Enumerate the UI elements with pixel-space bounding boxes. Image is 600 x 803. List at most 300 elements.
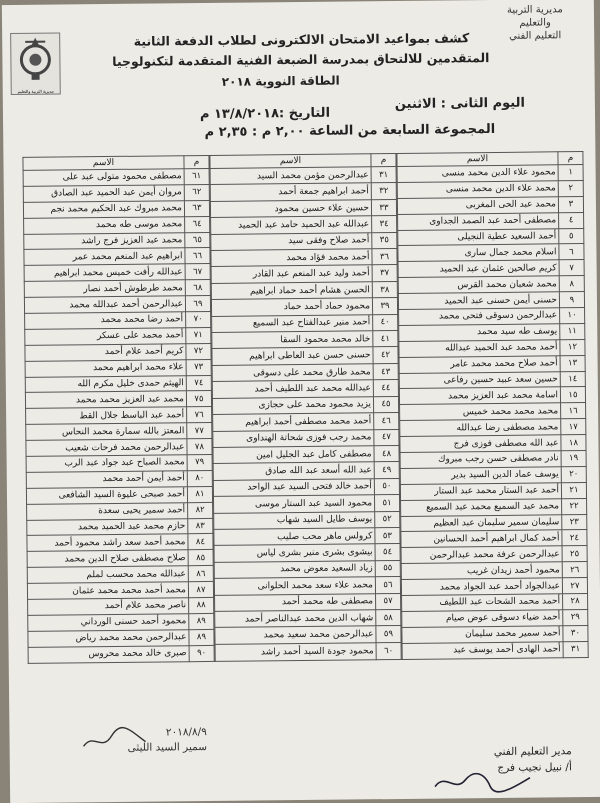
table-row [28,613,214,631]
student-name: محمد مبروك عبد الحكيم محمد نجم [23,201,184,219]
row-number: ٢٠ [561,466,586,482]
table-row [212,380,398,398]
column-header-name: الاسم [23,156,184,171]
table-row [399,339,585,357]
column-header-num: م [371,154,396,167]
row-number: ٩٠ [189,645,214,661]
row-number: ٧١ [186,327,211,343]
table-row [214,577,400,595]
table-row [25,311,211,329]
reviewer-signature [79,726,149,755]
row-number: ٣٠ [563,625,588,641]
table-row [25,391,211,409]
organization-header [490,3,580,43]
row-number: ٦٥ [185,232,210,248]
reviewer-sign-date: ٢٠١٨/٨/٩ [165,726,207,739]
table-row [401,562,587,580]
table-row [397,180,583,198]
row-number: ٢٧ [562,578,587,594]
table-row [401,530,587,548]
student-table-2 [209,153,401,662]
table-row [212,347,398,365]
student-name: محمد الصباح عبد جواد عبد الرب [26,455,187,473]
student-name: أحمد وليد عبد المنعم عبد القادر [211,265,372,283]
student-name: محمد مصطفى رضا عبدالله [400,419,561,437]
row-number: ١٤ [560,371,585,387]
row-number: ٤٩ [374,462,399,479]
row-number: ٨ [559,276,584,292]
student-name: حسين سعد عبيد حسين رفاعى [399,371,560,389]
row-number: ٦١ [184,168,209,184]
student-name: الهيثم حمدى خليل مكرم الله [25,375,186,393]
student-name: أحمد رضا محمد محمد [25,312,186,330]
table-row [401,546,587,564]
row-number: ٦٨ [185,280,210,296]
row-number: ٤٥ [373,396,398,413]
row-number: ٥ [559,228,584,244]
student-name: عبدالرحمن محمد سعيد محمد [215,626,376,644]
row-number: ٦٣ [184,200,209,216]
table-row [213,429,399,447]
table-row [27,582,213,600]
row-number: ٢٩ [563,609,588,625]
table-row [401,498,587,516]
row-number: ٤ [559,212,584,228]
table-row [213,413,399,431]
row-number: ٨٨ [189,597,214,613]
table-row [400,482,586,500]
student-name: أحمد عبد الستار محمد عبد الستار [400,483,561,501]
column-header-name: الاسم [210,154,371,169]
exam-day: اليوم الثانى : الاثنين [394,95,525,113]
student-name: حسين علاء حسين محمود [210,200,371,218]
student-name: صبرى خالد محمد محروس [28,645,189,663]
table-row [211,249,397,267]
row-number: ١١ [560,323,585,339]
table-row [398,244,584,262]
column-header-num: م [184,155,209,168]
student-name: عبدالله رأفت خميس محمد ابراهيم [24,264,185,282]
table-row [397,196,583,214]
table-row [400,435,586,453]
student-name: محمود أحمد حسنى الورداني [28,614,189,632]
org-line-2: التعليم الفني [509,30,562,42]
student-name: بيشوى بشرى منير بشرى لياس [214,544,375,562]
table-row [214,544,400,562]
row-number: ٨٤ [188,534,213,550]
student-name: عبدالرحمن محمد محمد رياض [28,630,189,648]
table-row [214,560,400,578]
row-number: ٨٠ [187,470,212,486]
table-row [211,281,397,299]
row-number: ٣٥ [372,232,397,249]
student-name: محمود حماد أحمد حماد [211,298,372,316]
student-name: أحمد خالد فتحى السيد عبد الواحد [213,478,374,496]
student-name: محمد عبد الحى المغربى [397,197,558,215]
table-row [399,355,585,373]
student-name: كرولس ماهر محب صليب [214,528,375,546]
student-name: أحمد صلاح وفقى سيد [211,232,372,250]
table-row [27,566,213,584]
student-name: الحسن هشام أحمد حماد ابراهيم [211,282,372,300]
student-name: شهاب الدين محمد عبدالناصر أحمد [215,610,376,628]
table-row [400,419,586,437]
student-name: أحمد الهادى أحمد يوسف عبد [402,641,563,659]
row-number: ٥٨ [376,609,401,626]
table-row [25,343,211,361]
student-name: محمد محمد محمد خميس [400,403,561,421]
student-name: أحمد سمير محمد سليمان [402,626,563,644]
row-number: ٨١ [187,486,212,502]
student-name: سليمان سمير سليمان عبد العظيم [401,514,562,532]
row-number: ٧٣ [186,359,211,375]
student-name: عبدالله عبد الحميد حامد عبد الحميد [211,216,372,234]
table-row [398,212,584,230]
table-row [399,371,585,389]
row-number: ٢٤ [562,530,587,546]
table-row [212,363,398,381]
ministry-logo [10,33,61,96]
table-row [28,645,214,663]
row-number: ٥٧ [376,593,401,610]
student-table-1 [396,151,588,660]
row-number: ٧٠ [186,311,211,327]
table-row [212,396,398,414]
row-number: ٦٧ [185,264,210,280]
row-number: ٣٣ [371,199,396,216]
column-header-num: م [558,152,583,165]
table-row [26,423,212,441]
row-number: ١٩ [561,451,586,467]
table-row [399,323,585,341]
student-name: أحمد صبحى عليوة السيد الشافعى [26,487,187,505]
table-row [27,550,213,568]
student-name: أحمد ابراهيم جمعة أحمد [210,183,371,201]
table-row [402,609,588,627]
row-number: ٨٩ [189,613,214,629]
table-row [402,594,588,612]
table-row [398,276,584,294]
student-name: حسنى أيمن حسنى عبد الحميد [398,292,559,310]
student-name: أحمد ضياء دسوقى عوض صيام [402,610,563,628]
row-number: ٤٦ [374,413,399,430]
row-number: ٤٠ [373,314,398,331]
table-row [212,331,398,349]
row-number: ١٨ [561,435,586,451]
table-row [25,327,211,345]
student-name: أحمد محمد على عسكر [25,328,186,346]
row-number: ٩ [559,292,584,308]
table-row [26,470,212,488]
student-name: محمد عبد السميع محمد عبد السميع [401,498,562,516]
student-name: مروان أيمن عبد الحميد عبد الصادق [23,185,184,203]
row-number: ٥٩ [376,626,401,643]
table-row [215,609,401,627]
row-number: ٤١ [373,331,398,348]
table-row [25,359,211,377]
row-number: ١٢ [560,339,585,355]
student-name: يوسف طه سيد محمد [399,324,560,342]
row-number: ٧ [559,260,584,276]
row-number: ٢٨ [563,594,588,610]
table-row [214,527,400,545]
student-name: أحمد محمد مصطفى أحمد ابراهيم [213,413,374,431]
student-name: مصطفى محمود متولى عبد على [23,169,184,187]
student-name: محمود السيد عبد الستار موسى [213,495,374,513]
row-number: ٣٩ [372,298,397,315]
student-name: المعتز بالله سمارة محمد النحاس [26,423,187,441]
student-name: خالد محمد محمود السقا [212,331,373,349]
row-number: ٧٦ [187,407,212,423]
student-name: محمد موسى طه محمد [24,216,185,234]
row-number: ٤٢ [373,347,398,364]
student-name: عبد الله مصطفى فوزى فرج [400,435,561,453]
student-name: محمود علاء الدين محمد منسى [397,165,558,183]
row-number: ٢٥ [562,546,587,562]
student-name: محمد طرطوش أحمد نصار [24,280,185,298]
student-name: محمد علاء سعد محمد الحلوانى [214,577,375,595]
column-header-name: الاسم [397,152,558,167]
table-row [213,478,399,496]
table-row [214,511,400,529]
student-name: أحمد محمد فؤاد محمد [211,249,372,267]
student-name: أحمد محمد عبد الحميد عبدالله [399,340,560,358]
student-name: محمد عبد العزيز محمد محمد [25,391,186,409]
table-body [23,168,214,663]
table-row [28,597,214,615]
row-number: ٢١ [561,482,586,498]
row-number: ٨٥ [188,550,213,566]
row-number: ٨٦ [188,566,213,582]
row-number: ٣٨ [372,281,397,298]
student-name: كريم أحمد علام أحمد [25,344,186,362]
row-number: ٦٦ [185,248,210,264]
row-number: ٦٢ [184,184,209,200]
table-row [27,534,213,552]
row-number: ٦٩ [185,296,210,312]
row-number: ١٦ [561,403,586,419]
table-row [211,298,397,316]
table-row [23,184,209,202]
table-row [398,260,584,278]
table-row [400,403,586,421]
row-number: ٢٢ [562,498,587,514]
row-number: ٧٥ [186,391,211,407]
student-name: عبدالرحمن عرفة محمد عبدالرحمن [401,546,562,564]
student-name: مصطفى طه محمد أحمد [215,593,376,611]
student-name: محمد رجب فوزى شحاتة الهنداوى [213,429,374,447]
student-name: أحمد سمير يحيى سعدة [27,502,188,520]
row-number: ٧٨ [187,439,212,455]
student-name: محمد طارق محمد على دسوقى [212,364,373,382]
table-row [24,264,210,282]
row-number: ٢٦ [562,562,587,578]
table-row [24,280,210,298]
student-name: نادر مصطفى حسن رجب مبروك [400,451,561,469]
row-number: ١٧ [561,419,586,435]
row-number: ٣٤ [372,216,397,233]
table-row [28,629,214,647]
table-row [26,439,212,457]
row-number: ٨٩ [189,629,214,645]
student-name: أحمد كمال ابراهيم أحمد الحسانين [401,530,562,548]
logo-gear-icon [11,34,60,83]
exam-group-time: المجموعة السابعة من الساعة ٢,٠٠ م : ٢,٣٥ م [204,121,496,141]
student-name: محمود أحمد زيدان غريب [401,562,562,580]
table-row [215,626,401,644]
row-number: ٥١ [374,495,399,512]
title-line-3: الطاقة النووية ٢٠١٨ [221,73,340,89]
table-row [23,200,209,218]
student-name: ناصر محمد علام أحمد [28,598,189,616]
student-name: عبد الله أسعد عبد الله صادق [213,462,374,480]
row-number: ٣٢ [371,183,396,200]
table-row [26,407,212,425]
table-row [211,232,397,250]
student-name: يوسف عماد الدين السيد بدير [400,467,561,485]
table-row [26,486,212,504]
table-row [27,518,213,536]
table-row [213,495,399,513]
row-number: ٢٣ [562,514,587,530]
table-row [215,642,401,661]
director-role: مدير التعليم الفني [493,745,572,759]
row-number: ٧٧ [187,423,212,439]
row-number: ٧٢ [186,343,211,359]
reviewer-name: سمير السيد الليثى [127,741,208,754]
student-name: صلاح مصطفى صلاح الدين محمد [27,550,188,568]
row-number: ٨٣ [188,518,213,534]
student-name: عبدالرحمن مؤمن محمد السيد [210,167,371,185]
student-name: ابراهيم عبد المنعم محمد عمر [24,248,185,266]
table-row [25,375,211,393]
student-name: يزيد محمود محمد على حجازى [212,396,373,414]
row-number: ٤٣ [373,363,398,380]
student-name: محمد عبد العزيز فرج راشد [24,232,185,250]
row-number: ٧٩ [187,454,212,470]
row-number: ٨٢ [188,502,213,518]
row-number: ٣ [558,196,583,212]
row-number: ١٥ [560,387,585,403]
table-row [213,462,399,480]
table-row [27,502,213,520]
table-row [210,167,396,185]
table-row [399,308,585,326]
row-number: ٦٤ [185,216,210,232]
document-page [2,0,600,803]
director-name: أ/ نبيل نجيب فرج [497,761,572,774]
table-row [402,641,588,659]
student-name: عبدالله محمد محسب لملم [27,566,188,584]
student-name: محمد شعبان محمد القرس [398,276,559,294]
student-tables [17,151,588,664]
student-name: عبدالرحمن أحمد عبدالله محمد [24,296,185,314]
director-signature [430,768,540,795]
student-name: مصطفى أحمد عبد الصمد الجداوى [398,212,559,230]
row-number: ٤٨ [374,445,399,462]
row-number: ٦ [559,244,584,260]
table-row [212,314,398,332]
student-name: يوسف طايل السيد شهاب [214,511,375,529]
student-name: أحمد منير عبدالفتاح عبد السميع [212,314,373,332]
table-row [399,387,585,405]
student-name: حسنى حسن عبد العاطى ابراهيم [212,347,373,365]
student-name: محمد أحمد سعد راشد محمود أحمد [27,534,188,552]
student-name: زياد السعيد معوض محمد [214,560,375,578]
table-row [402,625,588,643]
table-body [210,167,401,662]
row-number: ٣١ [563,641,588,657]
student-name: كريم صالحين عثمان عبد الحميد [398,260,559,278]
row-number: ٥٢ [375,511,400,528]
table-row [24,248,210,266]
student-name: عبدالله محمد عبد اللطيف أحمد [212,380,373,398]
table-row [26,454,212,472]
row-number: ٦٠ [376,642,401,659]
table-row [400,466,586,484]
table-row [211,216,397,234]
student-name: حازم محمد عبد الحميد محمد [27,518,188,536]
row-number: ٥٦ [375,577,400,594]
row-number: ٥٥ [375,560,400,577]
logo-caption: مديرية التربية والتعليم [17,88,54,94]
student-name: اسامة محمد عبد العزيز محمد [399,387,560,405]
title-line-2: المتقدمين للالتحاق بمدرسة الضبعة الفنية المتقدمة لتكنولوجيا [112,50,490,69]
table-row [210,183,396,201]
table-row [24,232,210,250]
row-number: ١٣ [560,355,585,371]
table-row [397,165,583,183]
table-row [211,265,397,283]
table-body [397,165,588,660]
student-name: عبدالرحمن دسوقى فتحى محمد [399,308,560,326]
row-number: ٤٤ [373,380,398,397]
row-number: ٥٤ [375,544,400,561]
table-row [398,228,584,246]
row-number: ٢ [558,180,583,196]
student-name: عبدالجواد أحمد عبد الجواد محمد [401,578,562,596]
student-name: أحمد محمد الشحات عبد اللطيف [402,594,563,612]
table-row [23,168,209,186]
student-name: محمود جودة السيد أحمد راشد [215,643,376,662]
table-row [400,451,586,469]
student-table-3 [22,155,214,664]
table-row [24,216,210,234]
table-row [24,296,210,314]
row-number: ٧٤ [186,375,211,391]
row-number: ٣٧ [372,265,397,282]
row-number: ٣٦ [372,249,397,266]
table-row [401,514,587,532]
row-number: ٨٧ [188,582,213,598]
student-name: مصطفى كامل عبد الجليل امين [213,446,374,464]
row-number: ٣١ [371,167,396,184]
row-number: ٤٧ [374,429,399,446]
student-name: أحمد عبد الباسط جلال القط [26,407,187,425]
table-row [215,593,401,611]
table-row [213,445,399,463]
student-name: علاء محمد ابراهيم محمد [25,359,186,377]
row-number: ٥٣ [375,527,400,544]
row-number: ٥٠ [374,478,399,495]
exam-date: التاريخ :١٣/٨/٢٠١٨ م [199,105,331,123]
student-name: اسلام محمد جمال سارى [398,244,559,262]
org-line-1: مديرية التربية والتعليم [506,4,563,29]
row-number: ١٠ [560,308,585,324]
table-row [398,292,584,310]
student-name: أحمد أيمن أحمد محمد [26,471,187,489]
row-number: ١ [558,165,583,181]
